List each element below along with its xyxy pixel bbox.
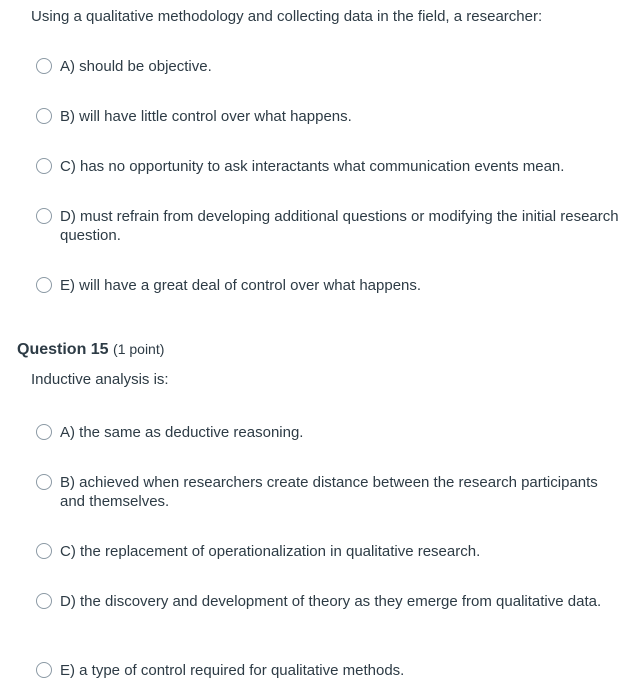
question-14-prompt: Using a qualitative methodology and collecting data in the field, a researcher: (31, 8, 543, 25)
option-label: C) has no opportunity to ask interactants what communication events mean. (60, 158, 565, 175)
question-15-prompt: Inductive analysis is: (31, 371, 169, 388)
radio-button[interactable] (36, 208, 52, 224)
option-label: A) the same as deductive reasoning. (60, 424, 304, 441)
option-label: D) must refrain from developing additional questions or modifying the initial research question. (60, 208, 619, 244)
radio-button[interactable] (36, 277, 52, 293)
question-points: (1 point) (113, 341, 165, 357)
option-label: A) should be objective. (60, 58, 212, 75)
q14-option-b[interactable] (36, 107, 620, 126)
radio-button[interactable] (36, 108, 52, 124)
question-title: Question 15 (17, 341, 109, 358)
option-label: E) a type of control required for qualitative methods. (60, 662, 405, 679)
option-label: B) will have little control over what happens. (60, 108, 352, 125)
option-label: C) the replacement of operationalization in qualitative research. (60, 543, 481, 560)
radio-button[interactable] (36, 474, 52, 490)
option-label: D) the discovery and development of theory as they emerge from qualitative data. (60, 593, 602, 610)
q15-option-a[interactable] (36, 423, 620, 442)
question-15-header (17, 339, 164, 360)
radio-button[interactable] (36, 58, 52, 74)
q15-option-e[interactable] (36, 661, 620, 680)
q14-option-e[interactable] (36, 276, 620, 295)
q15-option-c[interactable] (36, 542, 620, 561)
radio-button[interactable] (36, 424, 52, 440)
option-label: E) will have a great deal of control over what happens. (60, 277, 422, 294)
q14-option-d[interactable] (36, 207, 620, 245)
q15-option-b[interactable] (36, 473, 620, 511)
radio-button[interactable] (36, 593, 52, 609)
q14-option-c[interactable] (36, 157, 620, 176)
radio-button[interactable] (36, 543, 52, 559)
radio-button[interactable] (36, 662, 52, 678)
q14-option-a[interactable] (36, 57, 620, 76)
radio-button[interactable] (36, 158, 52, 174)
q15-option-d[interactable] (36, 592, 620, 611)
option-label: B) achieved when researchers create distance between the research participants and themselves. (60, 474, 598, 510)
